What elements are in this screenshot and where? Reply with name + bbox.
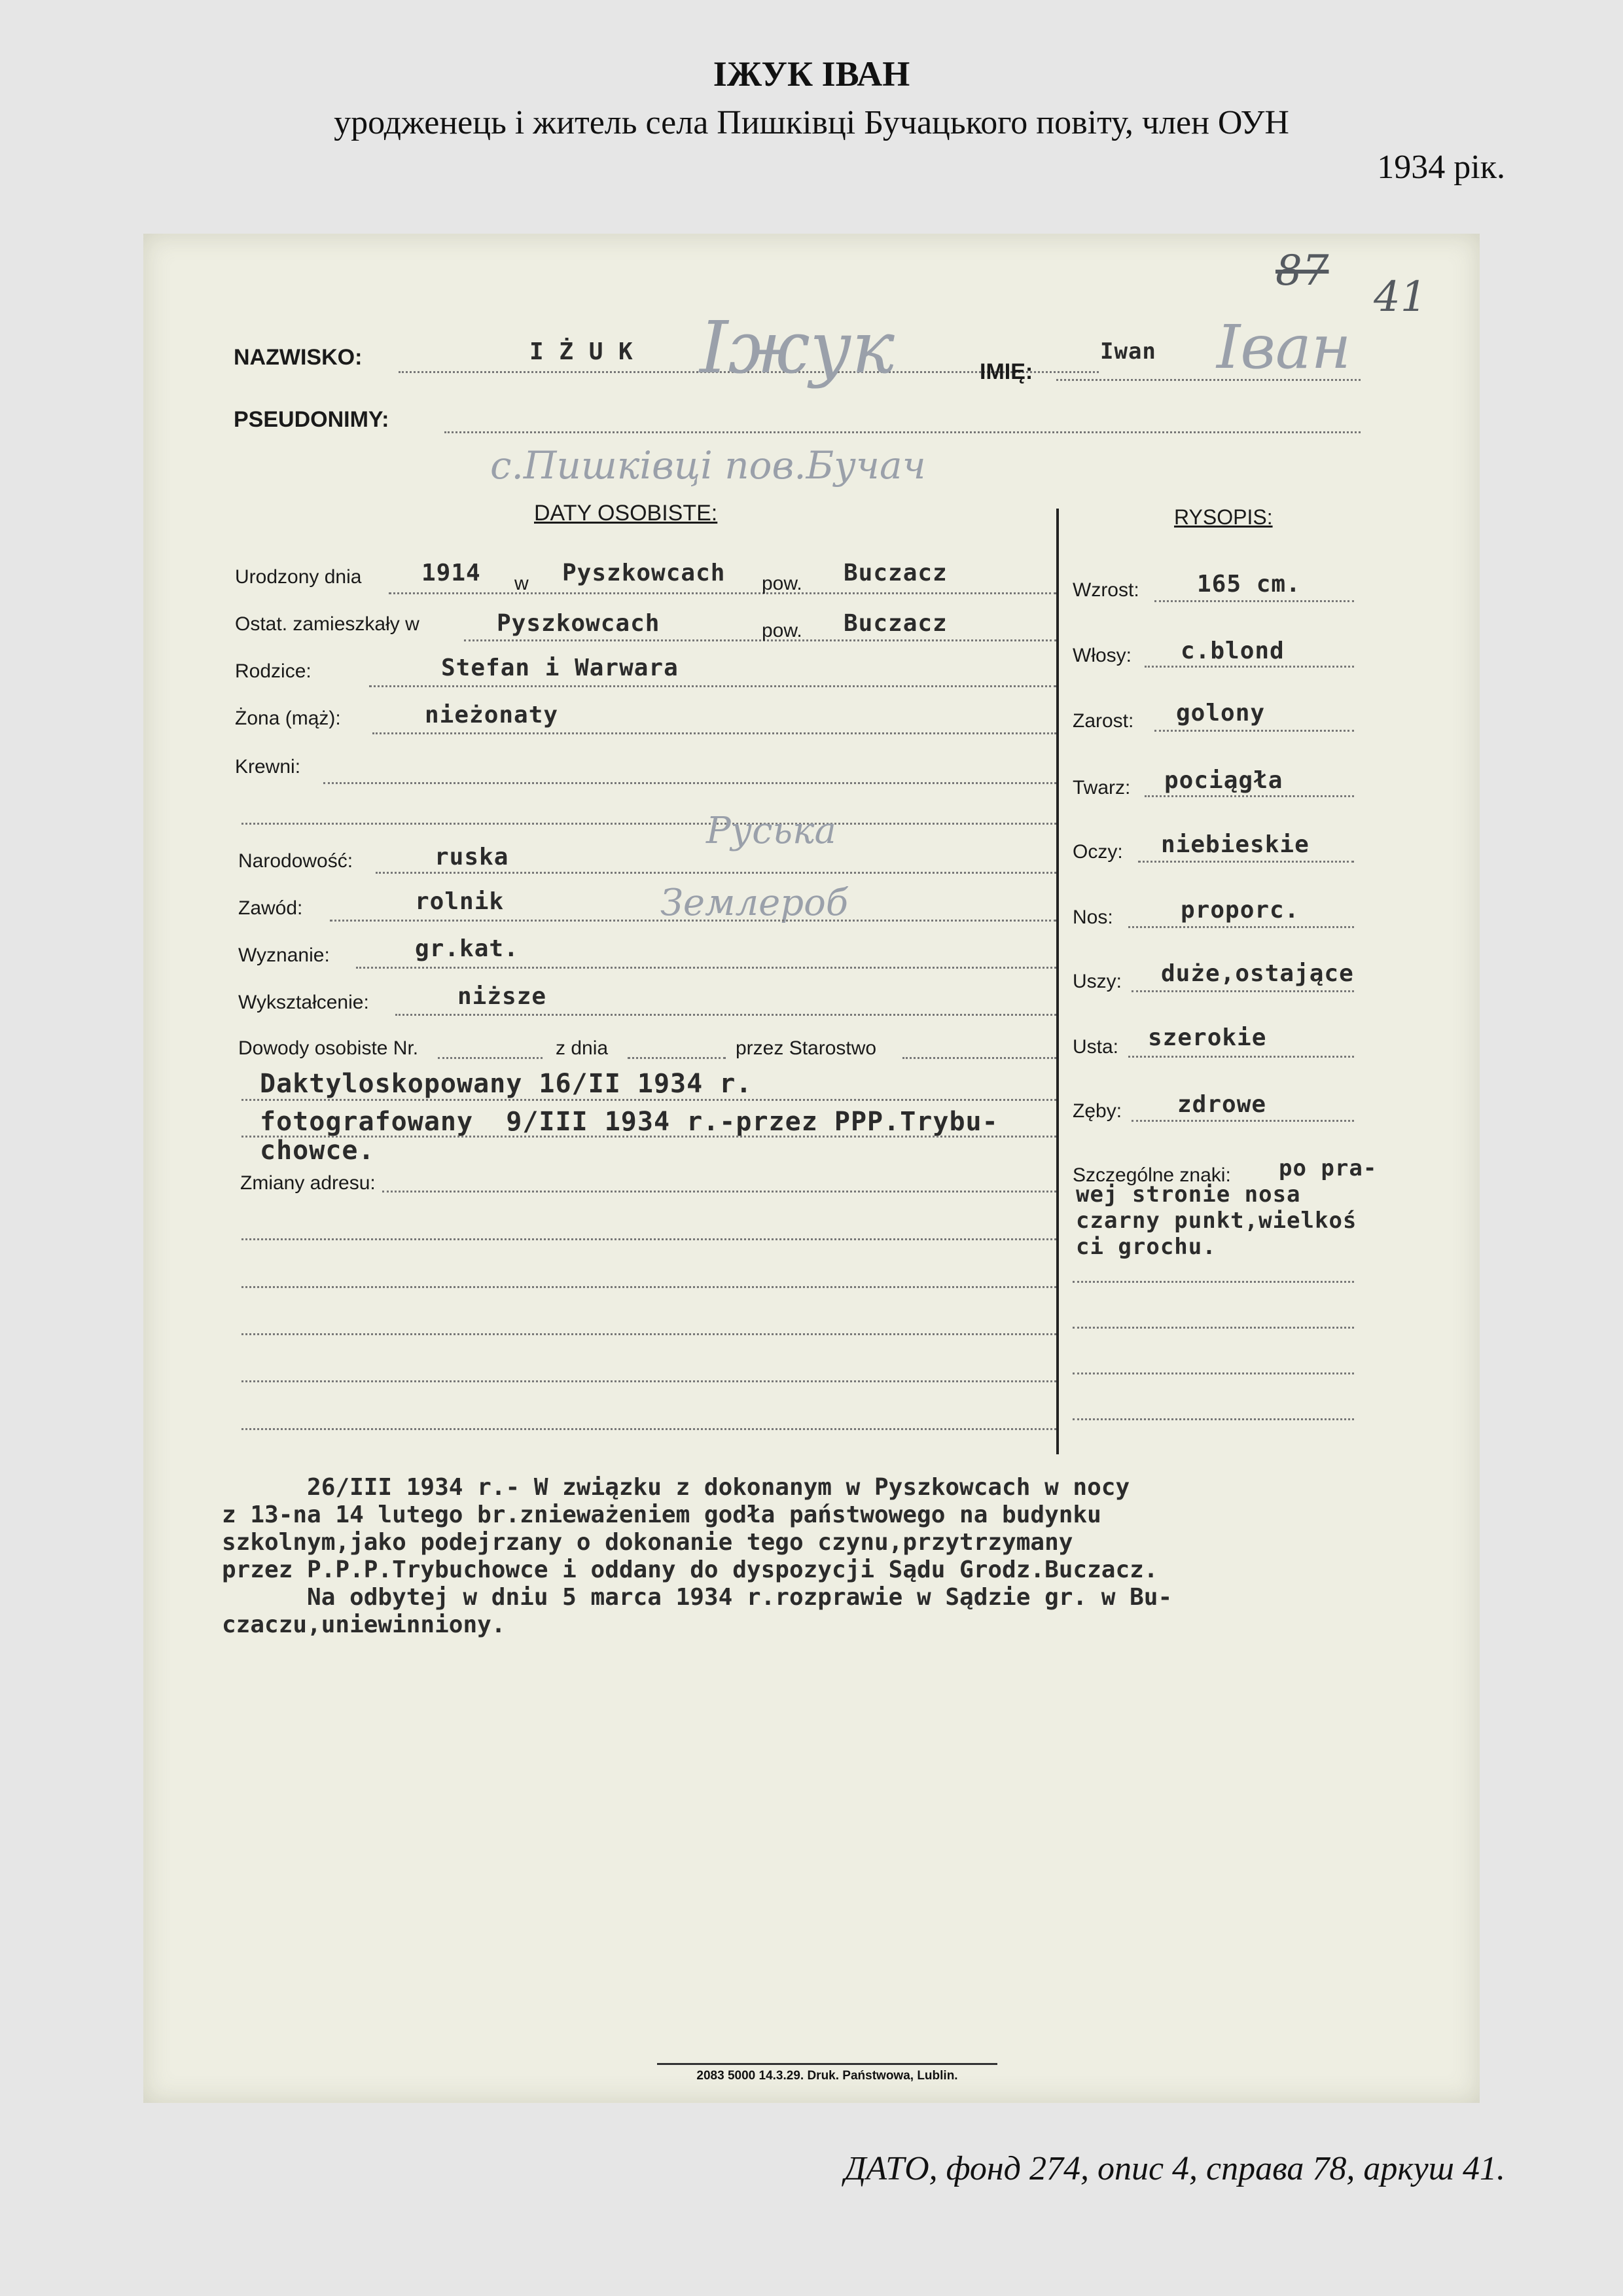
rys-usta-line (1128, 1056, 1354, 1058)
field-urodzony-line (389, 592, 1056, 594)
case-notes-paragraph: 26/III 1934 r.- W związku z dokonanym w Pyszkowcach w nocy z 13-na 14 lutego br.znieważeniem godła państwowego na budynku szkolnym,jako podejrzany o dokonanie tego czynu,przytrzymany przez P.P.P.Trybuchowce i oddany do dyspozycji Sądu Grodz.Buczacz. Na odbytej w dniu 5 marca 1934 r.rozprawie w Sądzie gr. w Bu- czaczu,uniewinniony. (222, 1474, 1173, 1638)
rys-znaki-label: Szczególne znaki: (1073, 1164, 1231, 1186)
field-wyksztalcenie-line (395, 1014, 1056, 1016)
struck-page-number: 87 (1275, 247, 1329, 295)
field-rodzice-line (369, 685, 1056, 687)
page-title: ІЖУК ІВАН (713, 54, 910, 94)
nazwisko-label: NAZWISKO: (234, 345, 363, 370)
imie-handwritten: Іван (1217, 312, 1351, 382)
rys-znaki-line-1: po pra- (1279, 1155, 1378, 1181)
rys-nos-value: proporc. (1181, 897, 1300, 924)
field-zona-value: nieżonaty (425, 702, 559, 728)
dowody-nr-line (438, 1057, 543, 1059)
rys-extra-line-3 (1073, 1372, 1354, 1374)
rys-wlosy-line (1145, 666, 1354, 668)
zawod-handwritten: Землероб (660, 882, 848, 924)
field-zamieszkaly-value: Pyszkowcach (497, 610, 660, 637)
rys-extra-line-2 (1073, 1327, 1354, 1329)
rys-usta-label: Usta: (1073, 1036, 1119, 1058)
rys-twarz-line (1145, 795, 1354, 797)
field-urodzony-label: Urodzony dnia (235, 566, 362, 588)
z-dnia-label: z dnia (556, 1037, 609, 1059)
zmiany-line-2 (241, 1238, 1056, 1240)
field-zawod-line (330, 920, 1056, 922)
field-krewni-line-2 (241, 823, 1056, 825)
zmiany-line-3 (241, 1286, 1056, 1288)
page-subtitle: уродженець і житель села Пишківці Бучацького повіту, член ОУН (334, 104, 1289, 141)
zmiany-adresu-label: Zmiany adresu: (240, 1172, 376, 1194)
page-number: 41 (1374, 273, 1427, 321)
rys-twarz-label: Twarz: (1073, 777, 1131, 798)
rys-wzrost-label: Wzrost: (1073, 579, 1139, 601)
field-zawod-value: rolnik (415, 888, 505, 915)
dowody-line-2: fotografowany 9/III 1934 r.-przez PPP.Trybu- (260, 1107, 999, 1137)
field-urodzony-value: 1914 (421, 560, 481, 586)
field-wyksztalcenie-label: Wykształcenie: (238, 992, 369, 1013)
nazwisko-value: I Ż U K (529, 338, 633, 365)
rys-znaki-line-3: czarny punkt,wielkoś (1076, 1208, 1357, 1234)
field-pow-value: Buczacz (844, 560, 948, 586)
rys-oczy-line (1138, 861, 1354, 863)
rys-zarost-value: golony (1176, 700, 1266, 726)
field-zamieszkaly-pow-label: pow. (762, 620, 802, 641)
rys-usta-value: szerokie (1148, 1024, 1267, 1051)
column-divider (1056, 509, 1059, 1454)
daty-osobiste-heading: DATY OSOBISTE: (534, 501, 718, 526)
nazwisko-handwritten: Іжук (700, 306, 895, 389)
rys-znaki-line-2: wej stronie nosa (1076, 1181, 1301, 1208)
zmiany-line-5 (241, 1380, 1056, 1382)
field-w-value: Pyszkowcach (562, 560, 726, 586)
field-wyznanie-value: gr.kat. (415, 935, 519, 962)
imie-label: IMIĘ: (980, 359, 1033, 384)
rys-nos-line (1128, 926, 1354, 928)
rys-zarost-label: Zarost: (1073, 710, 1134, 732)
zmiany-line-1 (382, 1191, 1056, 1193)
dowody-line-1: Daktyloskopowany 16/II 1934 r. (260, 1069, 753, 1099)
field-narodowosc-value: ruska (435, 844, 509, 870)
rys-uszy-value: duże,ostające (1161, 960, 1354, 987)
imie-value: Iwan (1100, 338, 1156, 365)
page-year: 1934 рік. (1377, 149, 1505, 186)
pseudonimy-line (444, 431, 1361, 433)
rys-extra-line-1 (1073, 1281, 1354, 1283)
field-krewni-label: Krewni: (235, 756, 301, 778)
field-rodzice-value: Stefan i Warwara (441, 655, 679, 681)
field-rodzice-label: Rodzice: (235, 660, 312, 682)
field-zamieszkaly-label: Ostat. zamieszkały w (235, 613, 419, 635)
archive-card (143, 234, 1480, 2103)
rys-uszy-label: Uszy: (1073, 971, 1122, 992)
zmiany-line-6 (241, 1428, 1056, 1430)
rys-oczy-value: niebieskie (1161, 831, 1310, 858)
rys-wzrost-line (1154, 600, 1354, 602)
archive-source-citation: ДАТО, фонд 274, опис 4, справа 78, аркуш 41. (844, 2150, 1505, 2187)
rys-wlosy-value: c.blond (1181, 637, 1285, 664)
pseudonimy-handwritten: с.Пишківці пов.Бучач (490, 443, 926, 488)
rysopis-heading: RYSOPIS: (1174, 505, 1273, 529)
dowody-line-3: chowce. (260, 1136, 375, 1166)
field-wyznanie-label: Wyznanie: (238, 944, 330, 966)
zmiany-line-4 (241, 1333, 1056, 1335)
field-krewni-line (323, 782, 1056, 784)
rys-znaki-line-4: ci grochu. (1076, 1234, 1217, 1260)
rys-wzrost-value: 165 cm. (1197, 571, 1301, 598)
field-zamieszkaly-line (464, 639, 1056, 641)
rys-oczy-label: Oczy: (1073, 841, 1123, 863)
z-dnia-line (628, 1057, 726, 1059)
rys-zeby-label: Zęby: (1073, 1100, 1122, 1122)
rys-extra-line-4 (1073, 1418, 1354, 1420)
field-wyksztalcenie-value: niższe (457, 983, 547, 1010)
przez-starostwo-label: przez Starostwo (736, 1037, 877, 1059)
rys-uszy-line (1132, 990, 1354, 992)
field-wyznanie-line (356, 967, 1056, 969)
rys-zeby-value: zdrowe (1177, 1091, 1267, 1118)
dowody-rule-1 (241, 1099, 1056, 1101)
printer-imprint: 2083 5000 14.3.29. Druk. Państwowa, Lublin. (657, 2063, 997, 2083)
rys-wlosy-label: Włosy: (1073, 645, 1132, 666)
field-narodowosc-line (376, 872, 1056, 874)
starostwo-line (902, 1057, 1056, 1059)
rys-zarost-line (1154, 730, 1354, 732)
rys-zeby-line (1132, 1120, 1354, 1122)
narodowosc-handwritten: Руська (706, 810, 836, 852)
dowody-label: Dowody osobiste Nr. (238, 1037, 419, 1059)
rys-twarz-value: pociągła (1164, 767, 1283, 794)
field-w-label: w (514, 573, 529, 594)
field-zamieszkaly-pow-value: Buczacz (844, 610, 948, 637)
field-zona-label: Żona (mąż): (235, 708, 341, 729)
field-zona-line (372, 732, 1056, 734)
field-zawod-label: Zawód: (238, 897, 303, 919)
field-pow-label: pow. (762, 573, 802, 594)
field-narodowosc-label: Narodowość: (238, 850, 353, 872)
pseudonimy-label: PSEUDONIMY: (234, 407, 389, 432)
rys-nos-label: Nos: (1073, 906, 1113, 928)
